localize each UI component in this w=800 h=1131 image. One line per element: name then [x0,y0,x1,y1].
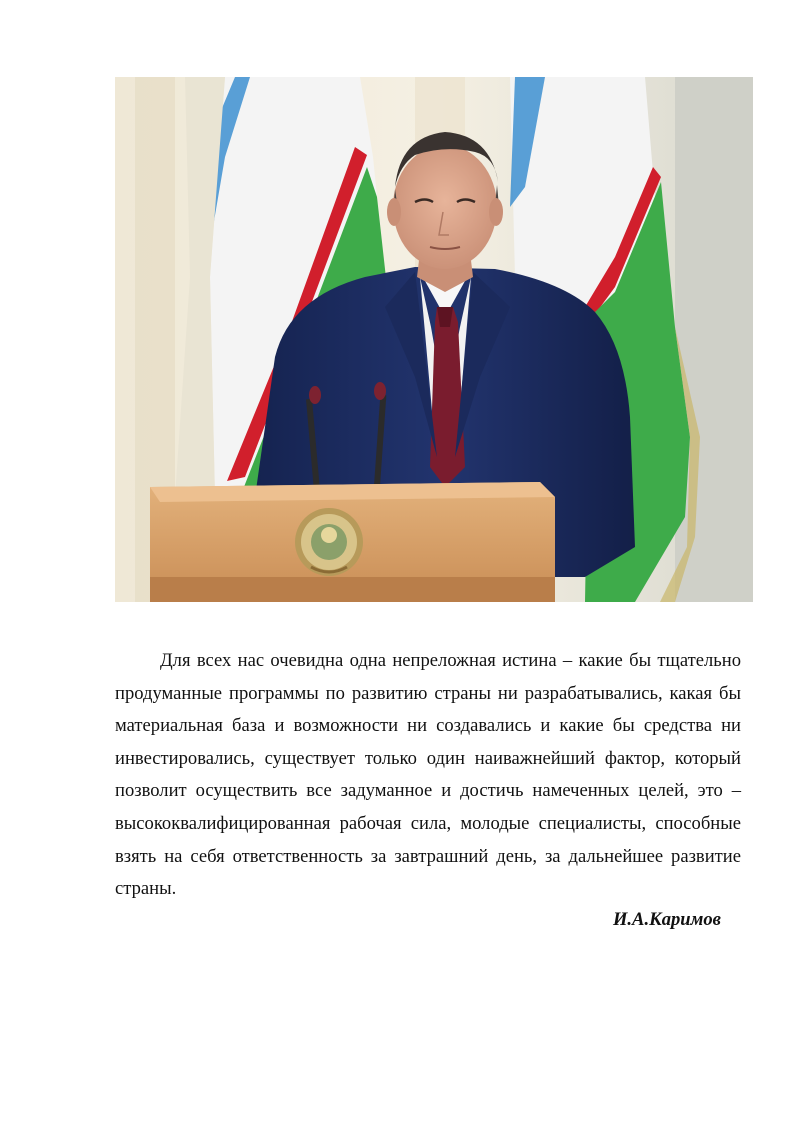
podium [150,482,555,602]
photo-illustration [115,77,753,602]
quote-author: И.А.Каримов [612,909,721,930]
portrait-photo [115,77,753,602]
quote-text: Для всех нас очевидна одна непреложная истина – какие бы тщательно продуманные программы по развитию страны ни разрабатывались, какая бы материальная база и возможности ни создавались и какие бы средства ни инвестировались, существует только один наиважнейший фактор, который позволит осуществить все задуманное и достичь намеченных целей, это – высококвалифицированная рабочая сила, молодые специалисты, способные взять на себя ответственность за завтрашний день, за дальнейшее развитие страны. [115,650,741,900]
